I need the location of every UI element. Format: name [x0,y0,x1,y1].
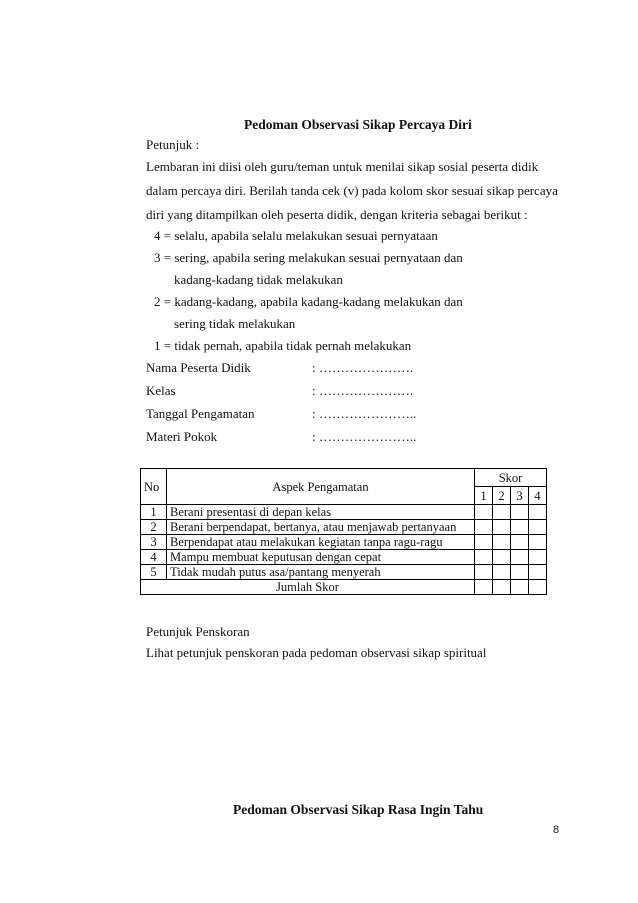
score-cell[interactable] [529,550,547,565]
petunjuk-label: Petunjuk : [146,137,200,152]
form-label-kelas: Kelas [146,383,176,398]
intro-line-3: diri yang ditampilkan oleh peserta didik, dengan kriteria sebagai berikut : [146,207,528,222]
score-cell[interactable] [493,535,511,550]
criteria-3: 3 = sering, apabila sering melakukan sesuai pernyataan dan [154,250,463,265]
table-row [141,505,547,520]
score-cell[interactable] [493,580,511,595]
score-cell[interactable] [529,580,547,595]
score-cell[interactable] [493,550,511,565]
score-cell[interactable] [475,550,493,565]
score-cell[interactable] [475,535,493,550]
scoring-text: Lihat petunjuk penskoran pada pedoman observasi sikap spiritual [146,645,487,660]
form-label-tanggal: Tanggal Pengamatan [146,406,255,421]
score-cell[interactable] [475,520,493,535]
next-section-title: Pedoman Observasi Sikap Rasa Ingin Tahu [233,802,484,817]
table-row [141,565,547,580]
skor-3-header: 3 [511,487,529,505]
score-table [140,468,547,595]
score-cell[interactable] [511,565,529,580]
score-cell[interactable] [511,505,529,520]
score-cell[interactable] [511,550,529,565]
score-cell[interactable] [529,565,547,580]
row-no: 3 [141,535,167,550]
score-cell[interactable] [475,505,493,520]
total-label: Jumlah Skor [141,580,475,595]
row-aspek: Berani berpendapat, bertanya, atau menjawab pertanyaan [167,520,475,535]
form-label-nama: Nama Peserta Didik [146,360,251,375]
score-cell[interactable] [493,505,511,520]
criteria-2: 2 = kadang-kadang, apabila kadang-kadang melakukan dan [154,294,463,309]
row-no: 4 [141,550,167,565]
score-cell[interactable] [493,520,511,535]
intro-line-1: Lembaran ini diisi oleh guru/teman untuk menilai sikap sosial peserta didik [146,159,539,174]
criteria-3-cont: kadang-kadang tidak melakukan [174,272,343,287]
row-no: 1 [141,505,167,520]
criteria-4: 4 = selalu, apabila selalu melakukan sesuai pernyataan [154,228,438,243]
score-cell[interactable] [511,520,529,535]
row-aspek: Berani presentasi di depan kelas [167,505,475,520]
score-cell[interactable] [475,565,493,580]
page-title: Pedoman Observasi Sikap Percaya Diri [244,117,472,132]
criteria-2-cont: sering tidak melakukan [174,316,296,331]
header-no: No [141,469,167,505]
skor-4-header: 4 [529,487,547,505]
skor-1-header: 1 [475,487,493,505]
header-skor: Skor [475,469,547,487]
total-row [141,580,547,595]
score-cell[interactable] [529,535,547,550]
form-label-materi: Materi Pokok [146,429,218,444]
page-number: 8 [553,824,560,836]
score-cell[interactable] [529,505,547,520]
scoring-title: Petunjuk Penskoran [146,624,250,639]
form-value-materi: : ………………….. [312,429,417,444]
row-aspek: Berpendapat atau melakukan kegiatan tanpa ragu-ragu [167,535,475,550]
form-value-kelas: : …………………. [312,383,414,398]
row-no: 5 [141,565,167,580]
skor-2-header: 2 [493,487,511,505]
table-row [141,535,547,550]
score-cell[interactable] [529,520,547,535]
form-value-nama: : …………………. [312,360,414,375]
row-aspek: Tidak mudah putus asa/pantang menyerah [167,565,475,580]
form-value-tanggal: : ………………….. [312,406,417,421]
table-row [141,520,547,535]
score-cell[interactable] [475,580,493,595]
score-cell[interactable] [511,580,529,595]
score-cell[interactable] [493,565,511,580]
header-aspek: Aspek Pengamatan [167,469,475,505]
score-cell[interactable] [511,535,529,550]
table-row [141,550,547,565]
intro-line-2: dalam percaya diri. Berilah tanda cek (v) pada kolom skor sesuai sikap percaya [146,183,558,198]
row-no: 2 [141,520,167,535]
row-aspek: Mampu membuat keputusan dengan cepat [167,550,475,565]
criteria-1: 1 = tidak pernah, apabila tidak pernah melakukan [154,338,412,353]
